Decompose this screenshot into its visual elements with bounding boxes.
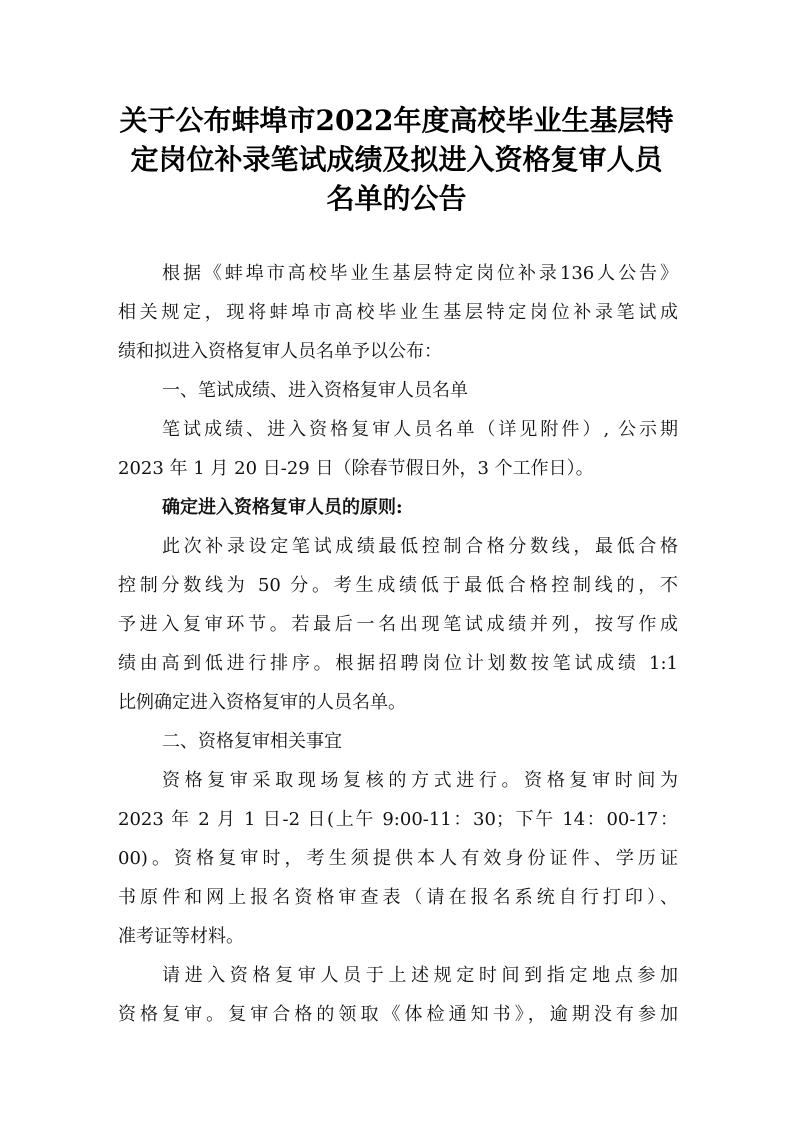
section2-line-5: 准考证等材料。: [118, 926, 244, 947]
section1-line-2: 2023 年 1 月 20 日-29 日（除春节假日外，3 个工作日）。: [118, 458, 594, 479]
document-body: [118, 254, 678, 1034]
intro-line-2: 相关规定，现将蚌埠市高校毕业生基层特定岗位补录笔试成: [118, 302, 678, 323]
intro-line-3: 绩和拟进入资格复审人员名单予以公布：: [118, 341, 442, 362]
document-title: [100, 99, 693, 216]
section1-line-1: 笔试成绩、进入资格复审人员名单（详见附件）, 公示期: [162, 419, 678, 440]
section2-heading: 二、资格复审相关事宜: [162, 731, 342, 752]
title-line-2: 定岗位补录笔试成绩及拟进入资格复审人员: [130, 143, 663, 176]
principle-heading: 确定进入资格复审人员的原则:: [162, 497, 403, 518]
section1-heading: 一、笔试成绩、进入资格复审人员名单: [162, 380, 468, 401]
section2-line-4: 书原件和网上报名资格审查表（请在报名系统自行打印）、: [118, 887, 678, 908]
principle-line-1: 此次补录设定笔试成绩最低控制合格分数线，最低合格: [162, 536, 678, 557]
section2-line-2: 2023 年 2 月 1 日-2 日(上午 9:00-11：30；下午 14：00-17：: [118, 809, 678, 830]
final-line-2: 资格复审。复审合格的领取《体检通知书》，逾期没有参加: [118, 1004, 678, 1025]
principle-line-4: 绩由高到低进行排序。根据招聘岗位计划数按笔试成绩 1:1: [118, 653, 678, 674]
section2-line-3: 00)。资格复审时，考生须提供本人有效身份证件、学历证: [118, 848, 678, 869]
principle-line-2: 控制分数线为 50 分。考生成绩低于最低合格控制线的，不: [118, 575, 678, 596]
title-line-1: 关于公布蚌埠市2022年度高校毕业生基层特: [119, 104, 674, 137]
final-line-1: 请进入资格复审人员于上述规定时间到指定地点参加: [162, 965, 678, 986]
principle-line-5: 比例确定进入资格复审的人员名单。: [118, 692, 406, 713]
intro-line-1: 根据《蚌埠市高校毕业生基层特定岗位补录136人公告》: [162, 263, 678, 284]
principle-line-3: 予进入复审环节。若最后一名出现笔试成绩并列，按写作成: [118, 614, 678, 635]
section2-line-1: 资格复审采取现场复核的方式进行。资格复审时间为: [162, 770, 678, 791]
title-line-3: 名单的公告: [326, 182, 467, 215]
